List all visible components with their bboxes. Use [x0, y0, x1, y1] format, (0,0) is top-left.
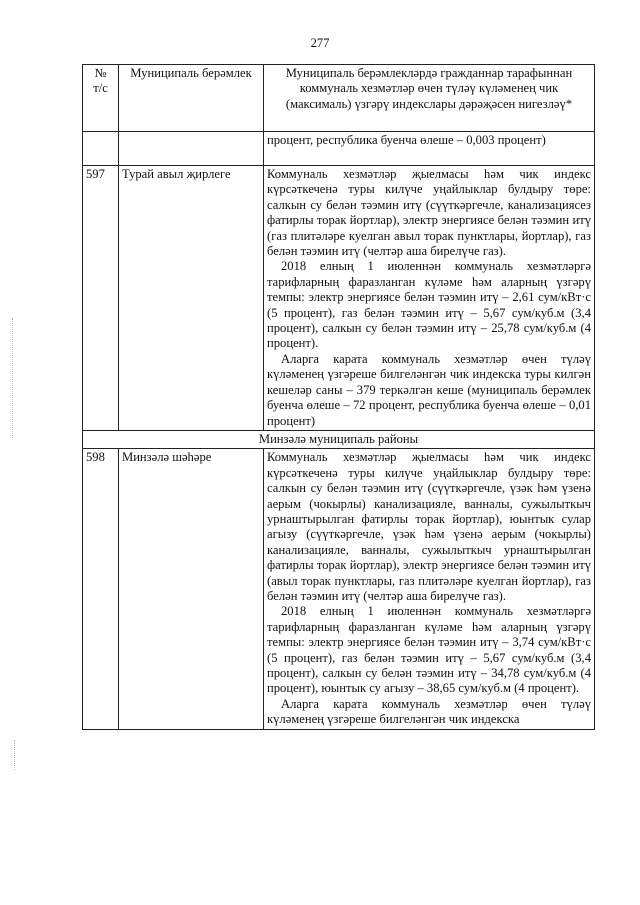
- header-name: [119, 65, 264, 132]
- scan-artifact: [14, 740, 16, 770]
- district-row: [83, 430, 595, 448]
- row-paragraph: 2018 елның 1 июленнән коммуналь хезмәтләргә тарифларның фаразланган күләме һәм аларның үзгәрү темпы: электр энергиясе белән тәэмин итү – 2,61 сум/кВт·с (5 процент), газ белән тәэмин итү – 5,67 сум/куб.м (3,4 процент), салкын су белән тәэмин итү – 25,78 сум/куб.м (4 процент).: [267, 259, 591, 351]
- row-paragraph: Аларга карата коммуналь хезмәтләр өчен түләү күләменең үзгәреше билгеләнгән чик индекска: [267, 696, 591, 727]
- continuation-text: процент, республика буенча өлеше – 0,003 процент): [267, 133, 546, 147]
- row-name: Минзәлә шәһәре: [119, 449, 264, 729]
- row-desc: [264, 449, 595, 729]
- header-desc: [264, 65, 595, 132]
- row-paragraph: 2018 елның 1 июленнән коммуналь хезмәтләргә тарифларның фаразланган күләме һәм аларның үзгәрү темпы: электр энергиясе белән тәэмин итү – 3,74 сум/кВт·с (5 процент), газ белән тәэмин итү – 5,67 сум/куб.м (3,4 процент), салкын су белән тәэмин итү – 34,78 сум/куб.м (4 процент), юынтык су агызу – 38,65 сум/куб.м (4 процент).: [267, 604, 591, 696]
- table-row: [83, 166, 595, 431]
- table-row: [83, 449, 595, 729]
- district-title: Минзәлә муниципаль районы: [83, 430, 595, 448]
- row-paragraph: Коммуналь хезмәтләр җыелмасы һәм чик индекс күрсәткеченә туры килүче уңайлыклар булдыру төре: салкын су белән тәэмин итү (сүүткәргечле, үзәк һәм үзенә аерым (чокырлы) канализацияле, ванналы, сужылыткыч урнаштырылган фатирлы торак йортлар), юынтык сулар агызу (сүүткәргечле, үзәк һәм үзенә аерым (чокырлы) канализацияле, ванналы, сужылыткыч урнаштырылган фатирлы торак йортлар), электр энергиясе белән тәэмин итү (авыл торак пунктлары, газ плитәләре куелган йортлар), газ белән тәэмин итү (челтәр аша бирелүче газ).: [267, 450, 591, 603]
- row-name: Турай авыл җирлеге: [119, 166, 264, 431]
- row-paragraph: Аларга карата коммуналь хезмәтләр өчен түләү күләменең үзгәреше билгеләнгән чик индекска туры килгән кешеләр саны – 379 теркәлгән кеше (муниципаль берәмлек буенча өлеше – 72 процент, республика буенча өлеше – 0,01 процент): [267, 351, 591, 428]
- table-header-row: [83, 65, 595, 132]
- row-num: 597: [83, 166, 119, 431]
- header-num-label: № т/с: [93, 66, 108, 96]
- header-num: [83, 65, 119, 132]
- tariff-table: [82, 64, 595, 730]
- row-paragraph: Коммуналь хезмәтләр җыелмасы һәм чик индекс күрсәткеченә туры килүче уңайлыклар булдыру төре: салкын су белән тәэмин итү (сүүткәргечле, канализациясез фатирлы торак йортлар), электр энергиясе белән тәэмин итү (газ плитәләре куелган авыл торак пунктлары, йортлар), газ белән тәэмин итү (челтәр аша бирелүче газ).: [267, 167, 591, 259]
- header-name-label: Муниципаль берәмлек: [130, 66, 252, 80]
- table-row-continuation: [83, 132, 595, 166]
- header-desc-label: Муниципаль берәмлекләрдә гражданнар тарафыннан коммуналь хезмәтләр өчен түләү күләменең чик (максималь) үзгәрү индекслары дәрәҗәсен нигезләү*: [285, 66, 573, 111]
- scan-artifact: [12, 318, 14, 438]
- row-desc: [264, 166, 595, 431]
- cell-desc: [264, 132, 595, 166]
- row-num: 598: [83, 449, 119, 729]
- cell-num: [83, 132, 119, 166]
- page-number: 277: [310, 36, 330, 50]
- cell-name: [119, 132, 264, 166]
